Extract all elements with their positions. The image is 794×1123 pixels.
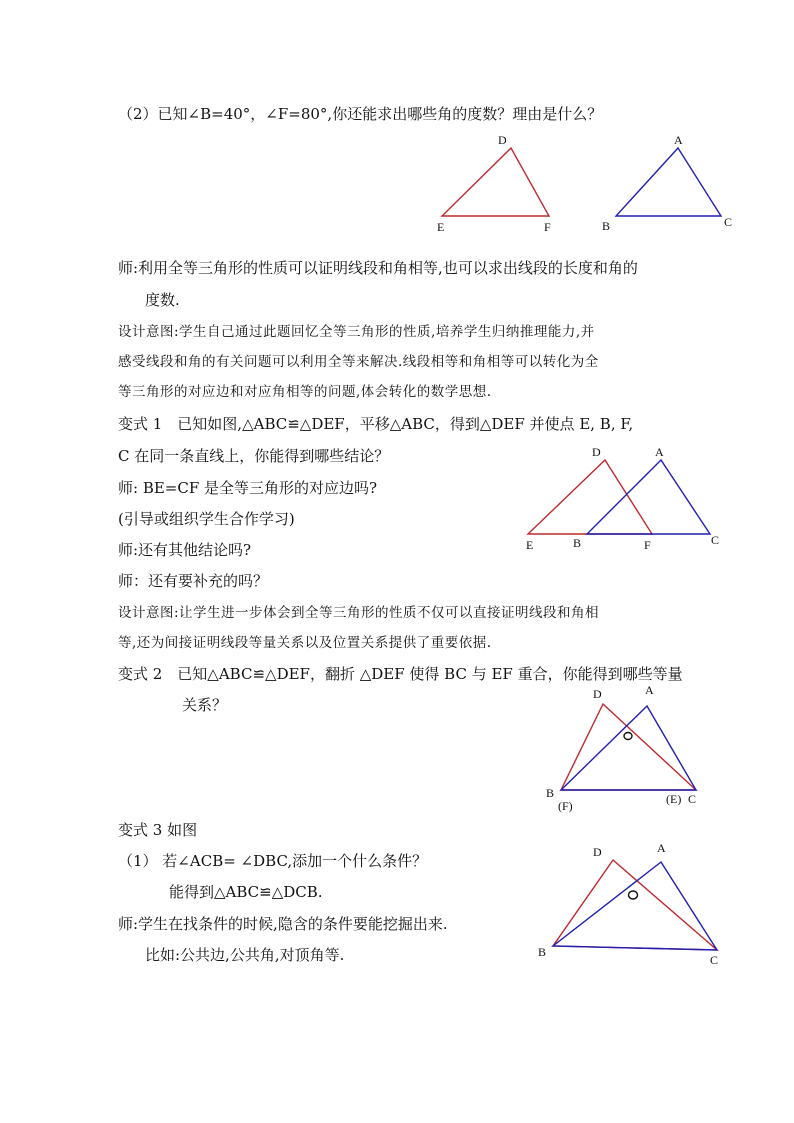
question-2: （2）已知∠B=40°，∠F=80°,你还能求出哪些角的度数？理由是什么？ <box>118 105 603 123</box>
label-b: B <box>602 219 611 233</box>
label-d: D <box>593 845 602 859</box>
design-intent-1b: 感受线段和角的有关问题可以利用全等来解决.线段相等和角相等可以转化为全 <box>118 354 599 370</box>
variant-3-question: （1） 若∠ACB= ∠DBC,添加一个什么条件？ <box>118 852 428 870</box>
variant-3-title: 变式 3 如图 <box>118 821 198 839</box>
variant-2-line-b: 关系？ <box>182 696 228 714</box>
triangle-def <box>561 704 696 790</box>
label-e: E <box>526 538 534 552</box>
figure-two-triangles <box>432 130 772 240</box>
label-d: D <box>498 133 507 147</box>
figure-condition <box>535 838 735 973</box>
teacher-line-1b: 度数. <box>145 291 180 309</box>
label-b: B <box>546 786 555 800</box>
label-c: C <box>724 215 733 229</box>
label-a: A <box>657 841 666 855</box>
label-a: A <box>645 683 654 697</box>
triangle-def <box>442 148 549 216</box>
design-intent-1c: 等三角形的对应边和对应角相等的问题,体会转化的数学思想. <box>118 384 492 400</box>
label-e-paren: (E) <box>666 792 682 806</box>
variant-2-line-a: 变式 2 已知△ABC≌△DEF，翻折 △DEF 使得 BC 与 EF 重合，你能得到哪些等量 <box>118 665 683 683</box>
figure-translation <box>520 442 760 552</box>
variant-1-line-a: 变式 1 已知如图,△ABC≌△DEF，平移△ABC，得到△DEF 并使点 E, B, F, <box>118 415 634 433</box>
variant-3-teacher: 师:学生在找条件的时候,隐含的条件要能挖掘出来. <box>118 915 448 933</box>
variant-1-line-b: C 在同一条直线上，你能得到哪些结论？ <box>118 447 390 465</box>
triangle-dbc <box>553 860 717 950</box>
teacher-line-1a: 师:利用全等三角形的性质可以证明线段和角相等,也可以求出线段的长度和角的 <box>118 259 638 277</box>
variant-1-line-d: (引导或组织学生合作学习) <box>118 510 295 528</box>
variant-1-line-e: 师:还有其他结论吗? <box>118 541 252 559</box>
label-b: B <box>538 945 547 959</box>
label-f-paren: (F) <box>558 799 573 813</box>
triangle-abc <box>587 460 710 534</box>
vertical-angle-mark <box>624 733 632 740</box>
figure-flip <box>540 682 720 817</box>
label-a: A <box>674 133 683 147</box>
label-d: D <box>592 445 601 459</box>
variant-1-line-c: 师: BE=CF 是全等三角形的对应边吗? <box>118 479 378 497</box>
design-intent-1a: 设计意图:学生自己通过此题回忆全等三角形的性质,培养学生归纳推理能力,并 <box>118 324 595 340</box>
label-c: C <box>710 953 719 967</box>
label-b: B <box>573 536 582 550</box>
label-f: F <box>544 220 551 234</box>
design-intent-2b: 等,还为间接证明线段等量关系以及位置关系提供了重要依据. <box>118 635 492 651</box>
label-e: E <box>437 220 445 234</box>
variant-3-example: 比如:公共边,公共角,对顶角等. <box>145 946 345 964</box>
variant-1-line-f: 师：还有要补充的吗？ <box>118 572 269 590</box>
label-f: F <box>644 538 651 552</box>
label-a: A <box>655 445 664 459</box>
triangle-abc <box>553 862 717 950</box>
label-c: C <box>711 533 720 547</box>
variant-3-goal: 能得到△ABC≌△DCB. <box>169 883 323 901</box>
label-c: C <box>688 792 697 806</box>
triangle-abc <box>616 148 721 216</box>
design-intent-2a: 设计意图:让学生进一步体会到全等三角形的性质不仅可以直接证明线段和角相 <box>118 605 600 621</box>
vertical-angle-mark <box>629 891 638 899</box>
triangle-def <box>528 460 652 534</box>
label-d: D <box>593 687 602 701</box>
